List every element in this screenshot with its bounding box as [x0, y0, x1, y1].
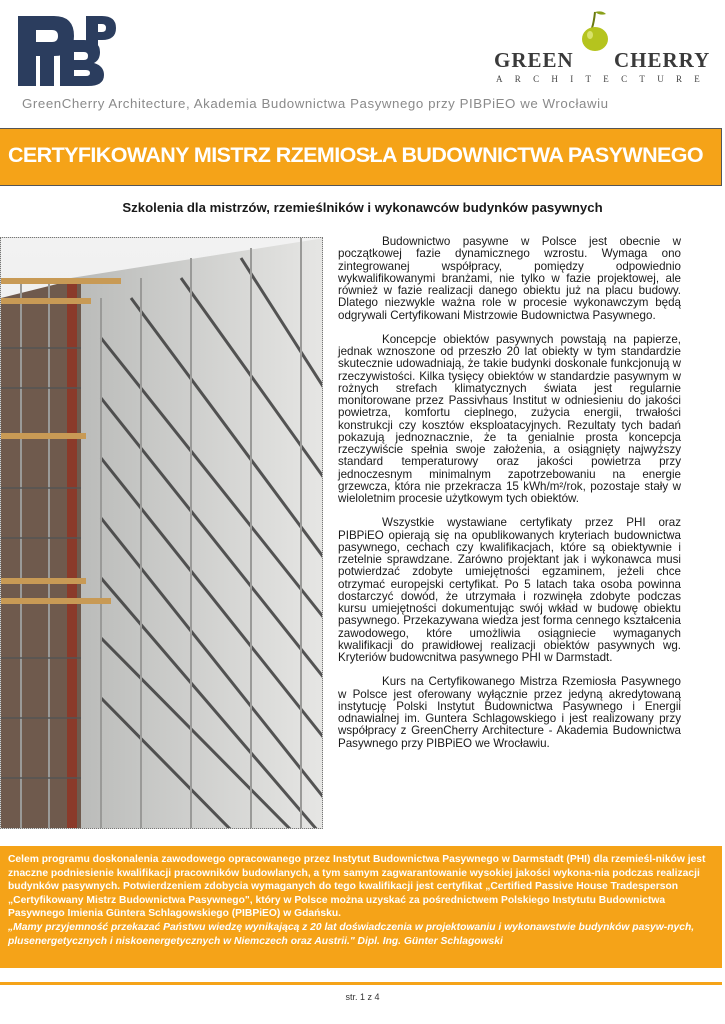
logo-word-green: GREEN: [494, 48, 574, 72]
quote-text: „Mamy przyjemność przekazać Państwu wiedzę wynikającą z 20 lat doświadczenia w projektowaniu i wykonawstwie budynków pasyw-nych, plusenergetycznych i niskoenergetycznych w Niemczech oraz Austrii." Dipl. Ing. Günter Schlagowski: [8, 921, 695, 947]
header-subtitle: GreenCherry Architecture, Akademia Budownictwa Pasywnego przy PIBPiEO we Wrocławiu: [22, 96, 609, 111]
logo-tagline: ARCHITECTURE: [496, 74, 713, 84]
paragraph-certificates: Wszystkie wystawiane certyfikaty przez PHI oraz PIBPiEO opierają się na opublikowanych kryteriach budownictwa pasywnego, cechach czy kwalifikacjach, które są obiektywnie i rzetelnie sprawdzane. Zarówno projektant jak i wykonawca musi potwierdzać zdobyte umiejętności egzaminem, jeżeli chce otrzymać europejski certyfikat. Po 5 latach taka osoba powinna dostarczyć dowód, że utrzymała i rozwinęła zdobyte podczas kursu umiejętności dokumentując swój wkład w budowę obiektu pasywnego. Przekazywana wiedza jest forma cennego kształcenia zawodowego, które umożliwia osiągniecie wymaganych kwalifikacji do prawidłowej realizacji obiektów pasywnych wg. Kryteriów budowcnitwa pasywnego PHI w Darmstadt.: [338, 516, 681, 664]
lead-heading: Szkolenia dla mistrzów, rzemieślników i wykonawców budynków pasywnych: [122, 200, 603, 215]
info-box: [0, 846, 722, 968]
greencherry-logo: [490, 8, 712, 90]
pibp-logo: [14, 10, 118, 90]
cherry-icon: [578, 8, 612, 52]
article-body: [338, 236, 681, 762]
scaffolding-photo: [0, 237, 323, 829]
paragraph-concept: Koncepcje obiektów pasywnych powstają na papierze, jednak wznoszone od przeszło 20 lat obiekty w tym standardzie skutecznie udowadniają, że takie budynki doskonale funkcjonują w rzeczywistości. Kilka tysięcy obiektów w standardzie pasywnym w rożnych strefach klimatycznych świata jest regularnie monitorowane przez Passivhaus Institut w odniesieniu do jakości powietrza, komfortu cieplnego, zużycia energii, trwałości konstrukcji czy kosztów eksploatacyjnych. Rezultaty tych badań pokazują jednoznacznie, że ta genialnie prosta koncepcja rzeczywiście spełnia swoje założenia, a osiągnięty najwyższy standard temperaturowy oraz jakości powietrza przy jednoczesnym minimalnym zapotrzebowaniu na energie grzewcza, która nie przekracza 15 kWh/m²/rok, pozostaje stały w wieloletnim procesie użytkowym tych obiektów.: [338, 332, 681, 505]
paragraph-intro: Budownictwo pasywne w Polsce jest obecnie w początkowej fazie dynamicznego wzrostu. Wymaga ono zintegrowanej współpracy, pomiędzy odpowiednio wykwalifikowanymi branżami, nie tylko w fazie projektowej, ale również w fazie realizacji danego obiektu już na placu budowy. Dlatego niezwykle ważna role w procesie wykonawczym będą odgrywali Certyfikowani Mistrzowie Budownictwa Pasywnego.: [338, 235, 681, 322]
scaffolding-building-photo-icon: [1, 238, 323, 829]
page-number: str. 1 z 4: [345, 992, 380, 1002]
paragraph-course: Kurs na Certyfikowanego Mistrza Rzemiosła Pasywnego w Polsce jest oferowany wyłącznie przez jedyną akredytowaną instytucję Polski Instytut Budownictwa Pasywnego i Energii odnawialnej im. Guntera Schlagowskiego i jest realizowany przy współpracy z GreenCherry Architecture - Akademia Budownictwa Pasywnego przy PIBPiEO we Wrocławiu.: [338, 675, 681, 750]
footer-divider: [0, 982, 722, 985]
pibp-logo-icon: [14, 10, 118, 90]
page-title: CERTYFIKOWANY MISTRZ RZEMIOSŁA BUDOWNICTWA PASYWNEGO: [8, 143, 704, 167]
logo-word-cherry: CHERRY: [614, 48, 711, 72]
info-text: Celem programu doskonalenia zawodowego opracowanego przez Instytut Budownictwa Pasywnego w Darmstadt (PHI) dla rzemieśl-ników jest znaczne podniesienie kwalifikacji pracowników budowlanych, a tym samym zagwarantowanie wysokiej jakości wykona-nia podczas realizacji budynków pasywnych. Potwierdzeniem zdobycia wymaganych do tego kwalifikacji jest certyfikat „Certified Passive House Tradesperson „Certyfikowany Mistrz Budownictwa Pasywnego", który w Polsce można uzyskać za pośrednictwem Polskiego Instytutu Budownictwa Pasywnego Imienia Güntera Schlagowskiego (PIBPiEO) w Gdańsku.: [8, 854, 706, 920]
